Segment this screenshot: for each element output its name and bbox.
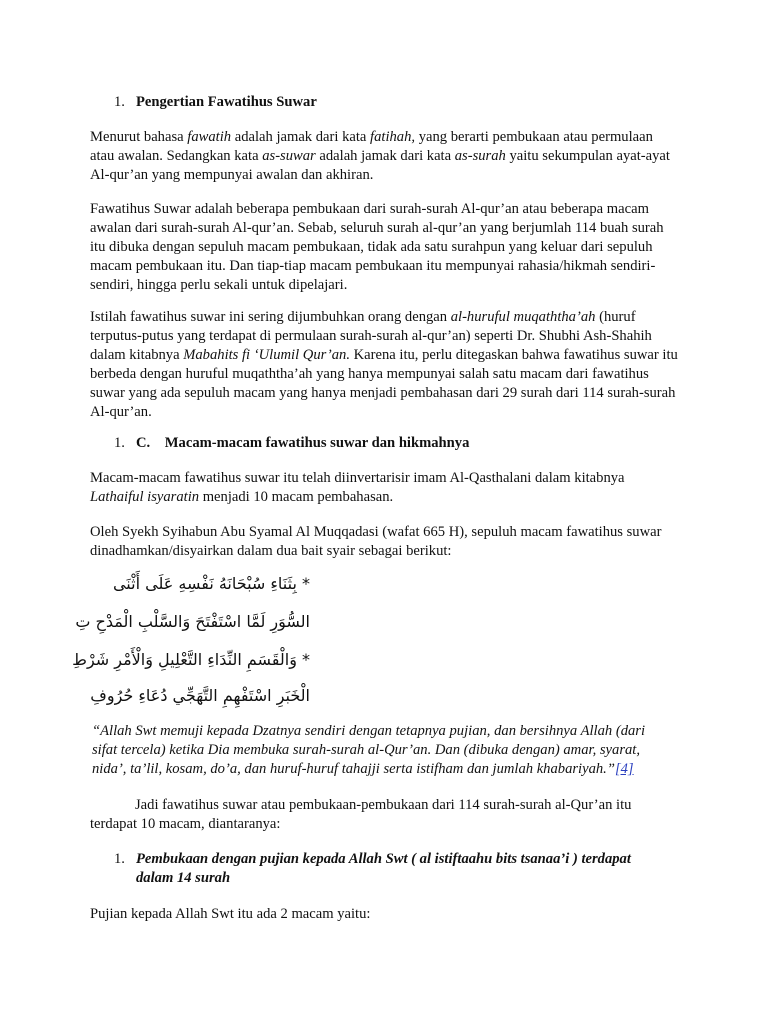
paragraph-macam-macam (90, 469, 680, 507)
paragraph-pujian: Pujian kepada Allah Swt itu ada 2 macam yaitu: (90, 906, 371, 922)
quote-translation (92, 722, 670, 779)
italic-term: as-surah (454, 148, 506, 164)
text-run: Macam-macam fawatihus suwar itu telah diinvertarisir imam Al-Qasthalani dalam kitabnya (90, 470, 625, 486)
italic-term: fawatih (187, 129, 232, 145)
text-run: yaitu sekumpulan ayat-ayat Al-qur’an yang mempunyai awalan dan akhiran. (90, 148, 670, 183)
italic-term: al-huruful muqaththa’ah (450, 309, 596, 325)
paragraph-definition-language (90, 128, 680, 185)
text-run: menjadi 10 macam pembahasan. (199, 489, 394, 505)
italic-term: as-suwar (262, 148, 316, 164)
list-number: 1. (114, 435, 125, 451)
paragraph-jadi: Jadi fawatihus suwar atau pembukaan-pembukaan dari 114 surah-surah al-Qur’an itu terdapat 10 macam, diantaranya: (90, 797, 632, 832)
italic-book-title: Lathaiful isyaratin (90, 489, 200, 505)
text-run: Karena itu, perlu ditegaskan bahwa fawatihus suwar itu berbeda dengan huruful muqaththa’ah yang hanya mempunyai salah satu macam dari fawatihus suwar yang ada sepuluh macam yang hanya menjadi pembahasan dari 29 surah dari 114 surah-surah Al-qur’an. (90, 347, 678, 420)
footnote-link[interactable]: [4] (614, 761, 634, 777)
italic-book-title: Mabahits fi ‘Ulumil Qur’an. (183, 347, 350, 363)
paragraph-istilah (90, 308, 680, 422)
heading-text: Pembukaan dengan pujian kepada Allah Swt ( al istiftaahu bits tsanaa’i ) terdapat dalam 14 surah (136, 851, 631, 886)
italic-term: fatihah, (370, 129, 416, 145)
paragraph-fawatihus-definition: Fawatihus Suwar adalah beberapa pembukaan dari surah-surah Al-qur’an atau beberapa macam awalan dari surah-surah Al-qur’an. Sebab, seluruh surah al-qur’an yang berjumlah 114 buah surah itu dibuka dengan sepuluh macam pembukaan, tidak ada satu surahpun yang keluar dari sepuluh macam pembukaan itu. Dan tiap-tiap macam pembukaan itu mempunyai rahasia/hikmah sendiri-sendiri, hingga perlu sekali untuk dipelajari. (90, 201, 664, 293)
heading-text: C. Macam-macam fawatihus suwar dan hikmahnya (136, 435, 470, 451)
heading-text: Pengertian Fawatihus Suwar (136, 94, 317, 110)
arabic-verse-line-4: الْخَبَرِ اسْتَفْهِمِ التَّهَجِّي دُعَاءِ حُرُوفِ (90, 686, 310, 705)
paragraph-syekh: Oleh Syekh Syihabun Abu Syamal Al Muqqadasi (wafat 665 H), sepuluh macam fawatihus suwar dinadhamkan/disyairkan dalam dua bait syair sebagai berikut: (90, 524, 662, 559)
text-run: yang berarti pembukaan atau permulaan atau awalan. Sedangkan kata (90, 129, 653, 164)
text-run: Istilah fawatihus suwar ini sering dijumbuhkan orang dengan (90, 309, 451, 325)
text-run: adalah jamak dari kata (315, 148, 455, 164)
arabic-verse-line-1: * بِثَنَاءِ سُبْحَانَهُ نَفْسِهِ عَلَى أَثْنَى (112, 574, 310, 593)
quote-text: “Allah Swt memuji kepada Dzatnya sendiri dengan tetapnya pujian, dan bersihnya Allah (dari sifat tercela) ketika Dia membuka surah-surah al-Qur’an. Dan (dibuka dengan) amar, syarat, nida’, ta’lil, kosam, do’a, dan huruf-huruf tahajji serta istifham dan jumlah khabariyah.” (92, 723, 646, 777)
list-number: 1. (114, 851, 125, 867)
text-run: adalah jamak dari kata (231, 129, 371, 145)
text-run: Menurut bahasa (90, 129, 188, 145)
list-number: 1. (114, 94, 125, 110)
text-run: (huruf terputus-putus yang terdapat di permulaan surah-surah al-qur’an) seperti Dr. Shubhi Ash-Shahih dalam kitabnya (90, 309, 652, 363)
arabic-verse-line-2: السُّوَرِ لَمَّا اسْتَفْتَحَ وَالسَّلْبِ الْمَدْحِ تِ (75, 612, 310, 631)
arabic-verse-line-3: * وَالْقَسَمِ النِّدَاءِ التَّعْلِيلِ وَالْأَمْرِ شَرْطِ (72, 650, 310, 669)
